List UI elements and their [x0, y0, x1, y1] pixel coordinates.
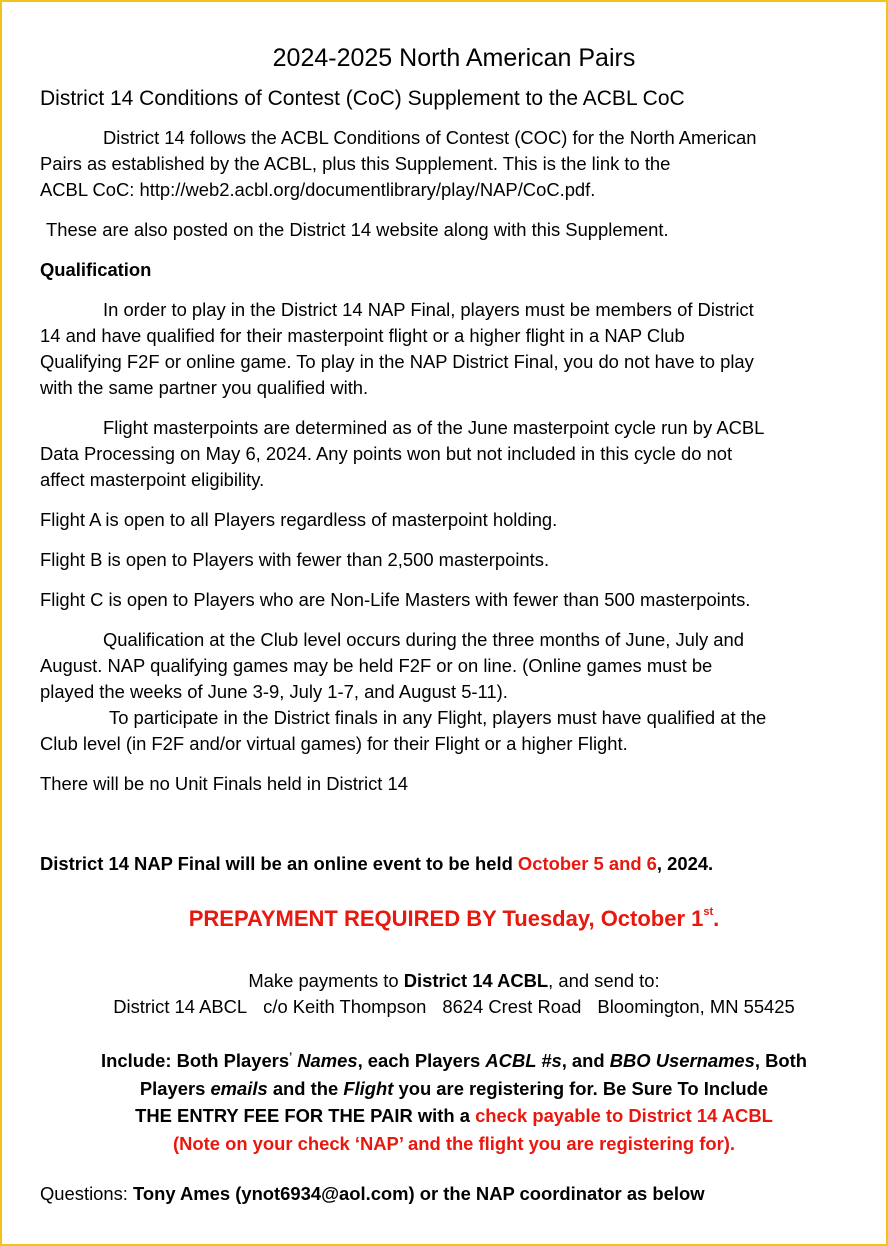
document-title: 2024-2025 North American Pairs	[272, 44, 636, 72]
final-event-dates: October 5 and 6	[517, 853, 657, 874]
registration-include-block	[40, 1044, 868, 1157]
qualification-paragraph-2: Flight masterpoints are determined as of the June masterpoint cycle run by ACBL Data Processing on May 6, 2024. Any points won but not included in this cycle do not affect masterpoint eligibility.	[40, 417, 765, 490]
qualification-heading: Qualification	[40, 259, 152, 280]
final-event-text: District 14 NAP Final will be an online event to be held October 5 and 6, 2024.	[40, 853, 714, 874]
flight-b-text: Flight B is open to Players with fewer than 2,500 masterpoints.	[40, 549, 550, 570]
intro-website-note: These are also posted on the District 14 website along with this Supplement.	[46, 219, 669, 240]
intro-paragraph: District 14 follows the ACBL Conditions of Contest (COC) for the North American Pairs as established by the ACBL, plus this Supplement. This is the link to the ACBL CoC: http://web2.acbl.org/documentlibrary/play/NAP/CoC.pdf.	[40, 127, 757, 200]
qualification-paragraph-3: Qualification at the Club level occurs during the three months of June, July and August. NAP qualifying games may be held F2F or on line. (Online games must be played the weeks of June 3-9, July 1-7, and August 5-11).	[40, 629, 744, 702]
document-subtitle: District 14 Conditions of Contest (CoC) Supplement to the ACBL CoC	[40, 87, 685, 110]
flight-c-text: Flight C is open to Players who are Non-Life Masters with fewer than 500 masterpoints.	[40, 589, 751, 610]
no-unit-finals-text: There will be no Unit Finals held in District 14	[40, 773, 408, 794]
qualification-paragraph-4: To participate in the District finals in any Flight, players must have qualified at the Club level (in F2F and/or virtual games) for their Flight or a higher Flight.	[40, 707, 767, 754]
include-line-1: Include: Both Players’ Names, each Players ACBL #s, and BBO Usernames, Both	[101, 1050, 807, 1072]
mailing-address: District 14 ABCL c/o Keith Thompson 8624 Crest Road Bloomington, MN 55425	[113, 996, 795, 1017]
include-line-3: THE ENTRY FEE FOR THE PAIR with a check payable to District 14 ACBL	[135, 1105, 773, 1127]
include-line-4: (Note on your check ‘NAP’ and the flight you are registering for).	[172, 1132, 735, 1154]
questions-contact: Questions: Tony Ames (ynot6934@aol.com) or the NAP coordinator as below	[40, 1183, 705, 1205]
include-line-2: Players emails and the Flight you are registering for. Be Sure To Include	[139, 1077, 769, 1099]
qualification-paragraph-1: In order to play in the District 14 NAP Final, players must be members of District 14 and have qualified for their masterpoint flight or a higher flight in a NAP Club Qualifying F2F or online game. To play in the NAP District Final, you do not have to play with the same partner you qualified with.	[40, 299, 754, 398]
payment-instructions: Make payments to District 14 ACBL, and send to:	[248, 970, 660, 991]
prepayment-notice: PREPAYMENT REQUIRED BY Tuesday, October 1st.	[188, 906, 720, 931]
flight-a-text: Flight A is open to all Players regardless of masterpoint holding.	[40, 509, 558, 530]
